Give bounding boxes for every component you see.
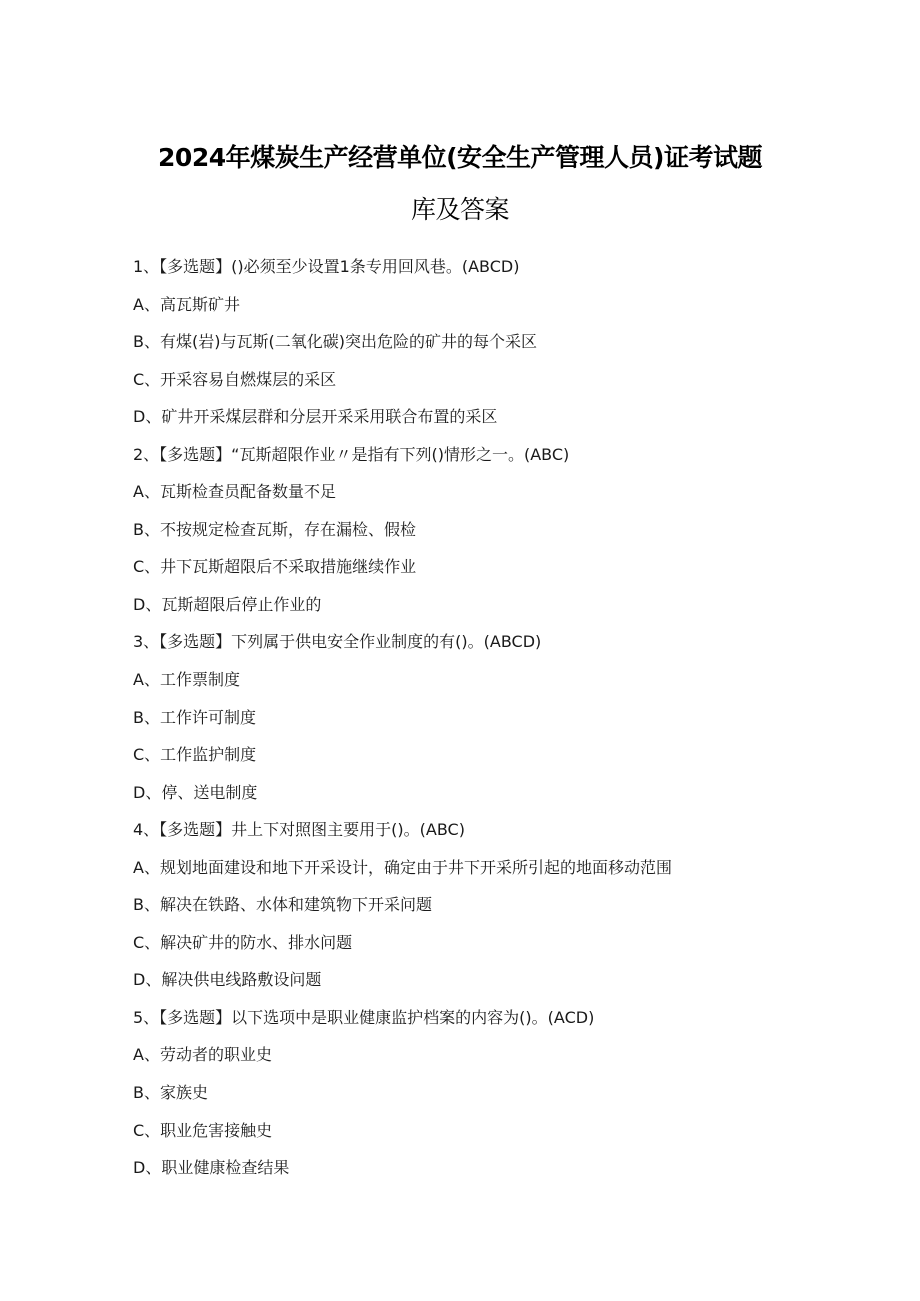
question-3 — [133, 631, 873, 819]
option-c: C、职业危害接触史 — [133, 1120, 273, 1140]
option-c: C、开采容易自燃煤层的采区 — [133, 369, 337, 389]
option-d: D、矿井开采煤层群和分层开采采用联合布置的采区 — [133, 407, 498, 427]
question-5 — [133, 1007, 873, 1195]
option-a: A、劳动者的职业史 — [133, 1045, 272, 1065]
question-stem: 1、【多选题】()必须至少设置1条专用回风巷。(ABCD) — [133, 257, 520, 276]
option-a: A、瓦斯检查员配备数量不足 — [133, 482, 336, 502]
option-a: A、工作票制度 — [133, 670, 240, 690]
option-c: C、井下瓦斯超限后不采取措施继续作业 — [133, 557, 417, 577]
question-stem: 5、【多选题】以下选项中是职业健康监护档案的内容为()。(ACD) — [133, 1007, 595, 1027]
question-1 — [133, 256, 873, 444]
document-title-line-1: 2024年煤炭生产经营单位(安全生产管理人员)证考试题 — [158, 143, 762, 172]
option-d: D、瓦斯超限后停止作业的 — [133, 594, 322, 614]
option-d: D、职业健康检查结果 — [133, 1158, 290, 1178]
question-stem: 3、【多选题】下列属于供电安全作业制度的有()。(ABCD) — [133, 632, 542, 652]
option-b: B、家族史 — [133, 1083, 208, 1103]
question-stem: 2、【多选题】“瓦斯超限作业〃是指有下列()情形之一。(ABC) — [133, 444, 570, 464]
question-4 — [133, 819, 873, 1007]
option-b: B、解决在铁路、水体和建筑物下开采问题 — [133, 895, 432, 915]
option-b: B、有煤(岩)与瓦斯(二氧化碳)突出危险的矿井的每个采区 — [133, 332, 537, 352]
document-title-line-2: 库及答案 — [410, 195, 509, 224]
option-b: B、不按规定检查瓦斯，存在漏检、假检 — [133, 519, 416, 539]
option-a: A、高瓦斯矿井 — [133, 294, 240, 314]
question-2 — [133, 444, 873, 632]
question-list — [133, 256, 873, 1195]
option-a: A、规划地面建设和地下开采设计，确定由于井下开采所引起的地面移动范围 — [133, 857, 672, 877]
option-d: D、停、送电制度 — [133, 782, 258, 802]
option-d: D、解决供电线路敷设问题 — [133, 970, 322, 990]
question-stem: 4、【多选题】井上下对照图主要用于()。(ABC) — [133, 820, 465, 840]
option-c: C、解决矿井的防水、排水问题 — [133, 932, 353, 952]
option-c: C、工作监护制度 — [133, 745, 257, 765]
option-b: B、工作许可制度 — [133, 707, 256, 727]
